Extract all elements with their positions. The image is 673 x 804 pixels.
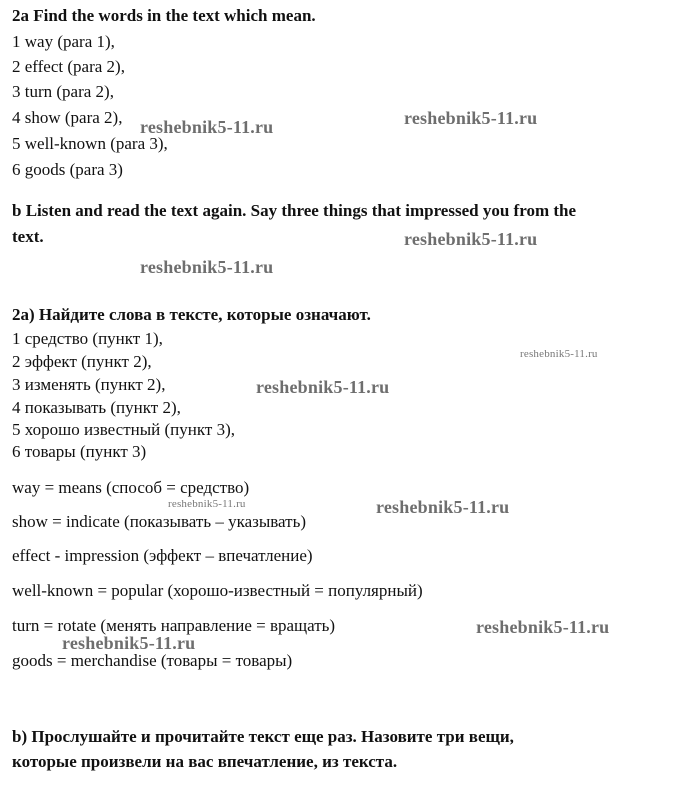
answer-line: well-known = popular (хорошо-известный = популярный) xyxy=(12,581,423,600)
answer-line: goods = merchandise (товары = товары) xyxy=(12,651,293,670)
exercise-2a-heading: 2a Find the words in the text which mean. xyxy=(12,6,316,25)
exercise-2a-item: 5 well-known (para 3), xyxy=(12,134,168,153)
exercise-2a-item: 6 goods (para 3) xyxy=(12,160,123,179)
ru-exercise-2a-item: 5 хорошо известный (пункт 3), xyxy=(12,420,235,439)
watermark: reshebnik5-11.ru xyxy=(404,229,538,249)
watermark: reshebnik5-11.ru xyxy=(62,633,196,653)
ru-exercise-2a-heading: 2а) Найдите слова в тексте, которые означают. xyxy=(12,305,371,324)
watermark: reshebnik5-11.ru xyxy=(140,117,274,137)
watermark: reshebnik5-11.ru xyxy=(376,497,510,517)
exercise-2a-item: 3 turn (para 2), xyxy=(12,82,114,101)
ru-exercise-2a-item: 4 показывать (пункт 2), xyxy=(12,398,181,417)
exercise-2b-instruction-line1: b Listen and read the text again. Say three things that impressed you from the xyxy=(12,201,577,220)
ru-exercise-2b-instruction-line1: b) Прослушайте и прочитайте текст еще раз. Назовите три вещи, xyxy=(12,727,514,746)
ru-exercise-2b-instruction-line2: которые произвели на вас впечатление, из текста. xyxy=(12,752,398,771)
exercise-2b-instruction-line2: text. xyxy=(12,227,44,246)
watermark: reshebnik5-11.ru xyxy=(140,257,274,277)
answer-line: way = means (способ = средство) xyxy=(12,478,250,497)
ru-exercise-2a-item: 2 эффект (пункт 2), xyxy=(12,352,152,371)
ru-exercise-2a-item: 6 товары (пункт 3) xyxy=(12,442,147,461)
exercise-2a-item: 1 way (para 1), xyxy=(12,32,115,51)
watermark: reshebnik5-11.ru xyxy=(404,108,538,128)
ru-exercise-2a-item: 3 изменять (пункт 2), xyxy=(12,375,166,394)
watermark: reshebnik5-11.ru xyxy=(476,617,610,637)
exercise-2a-item: 2 effect (para 2), xyxy=(12,57,125,76)
watermark: reshebnik5-11.ru xyxy=(520,348,598,360)
watermark: reshebnik5-11.ru xyxy=(256,377,390,397)
answer-line: show = indicate (показывать – указывать) xyxy=(12,512,307,531)
exercise-2a-item: 4 show (para 2), xyxy=(12,108,123,127)
watermark: reshebnik5-11.ru xyxy=(168,498,246,510)
answer-line: turn = rotate (менять направление = вращать) xyxy=(12,616,336,635)
ru-exercise-2a-item: 1 средство (пункт 1), xyxy=(12,329,163,348)
answer-line: effect - impression (эффект – впечатление) xyxy=(12,546,313,565)
